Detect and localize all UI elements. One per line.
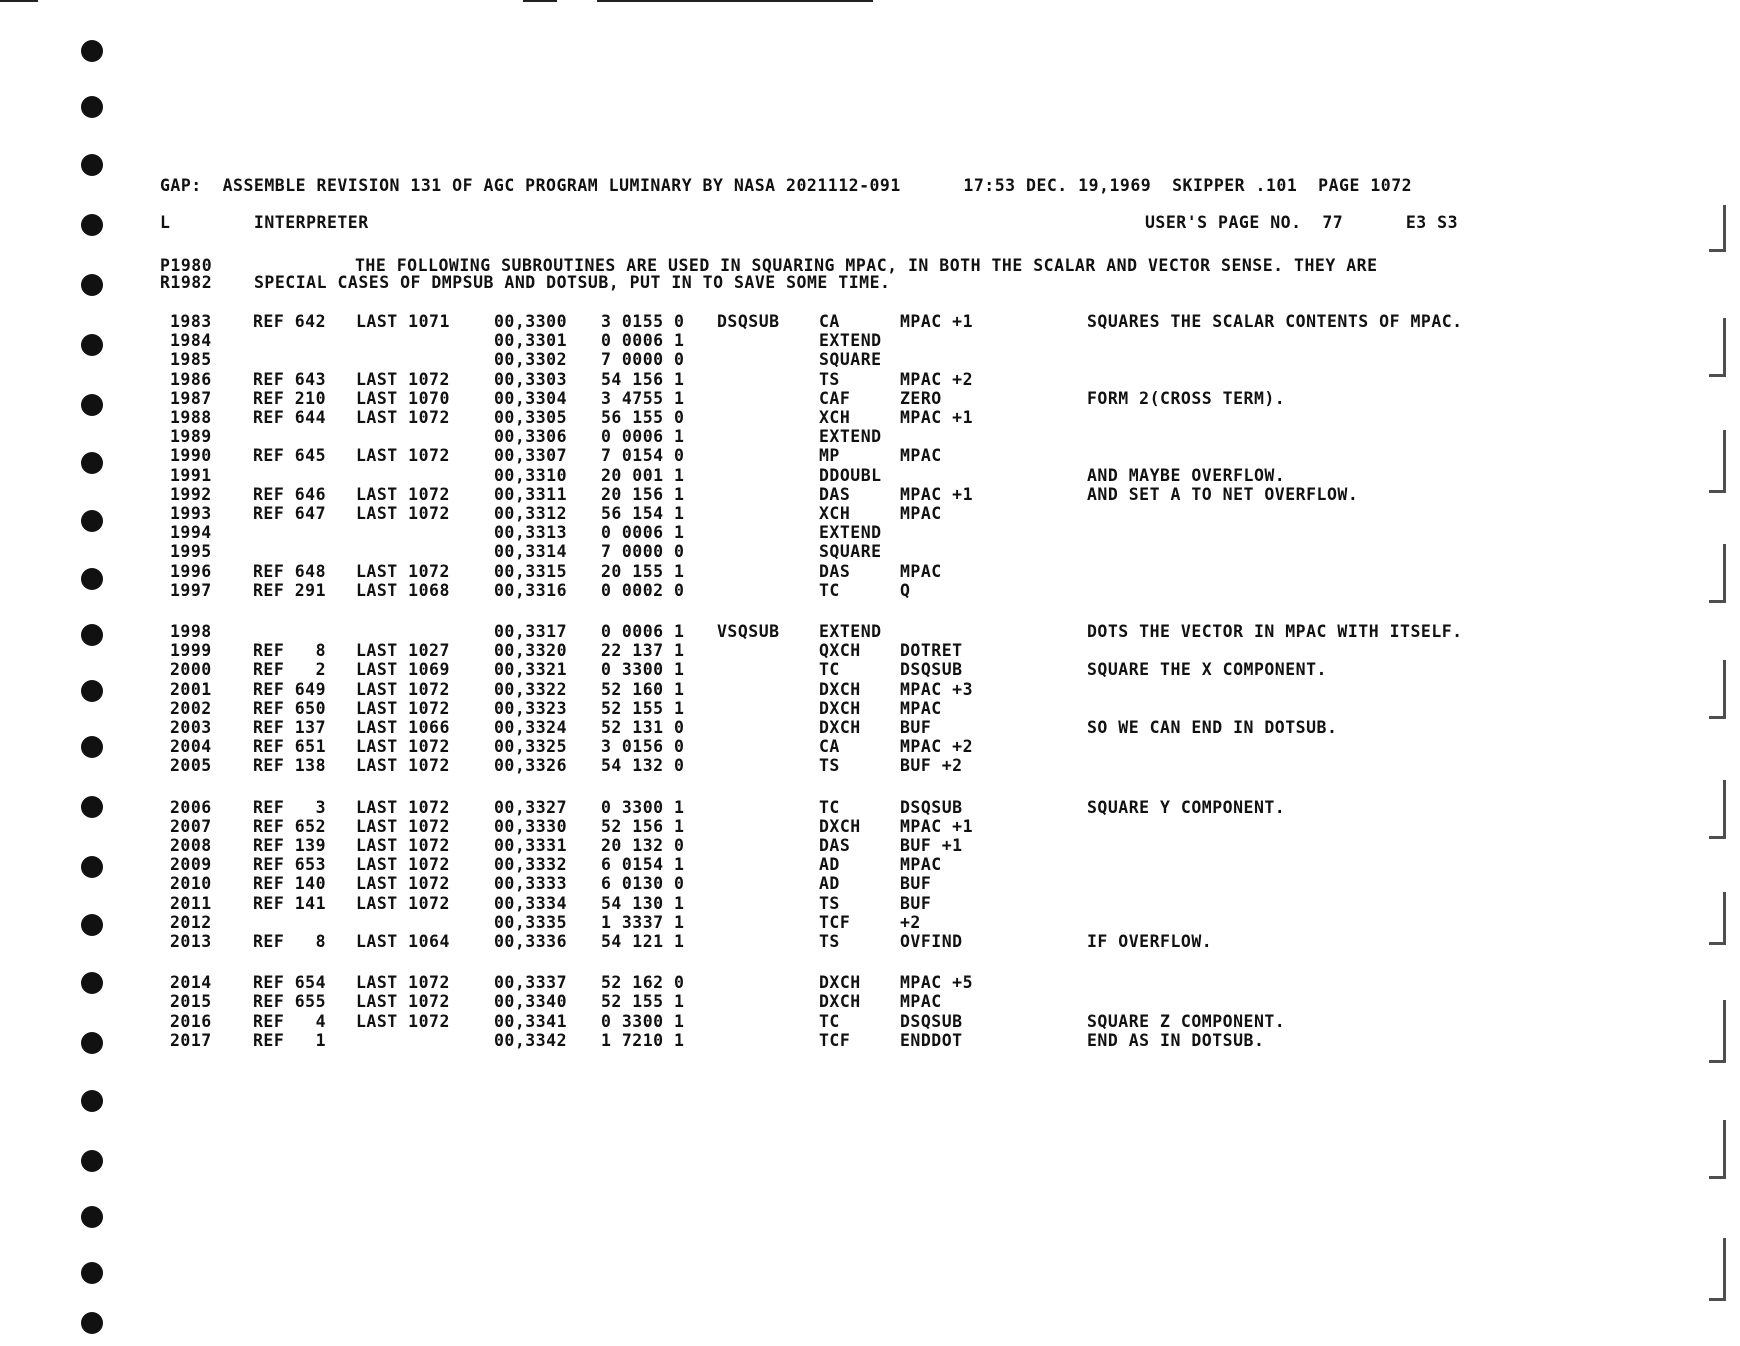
ref-count: REF 3	[253, 797, 327, 817]
address: 00,3303	[494, 369, 568, 389]
listing-row	[0, 837, 1740, 855]
last-ref: LAST 1072	[356, 561, 450, 581]
listing-row	[0, 661, 1740, 679]
listing-row	[0, 390, 1740, 408]
address: 00,3337	[494, 973, 568, 993]
operand: BUF	[900, 874, 932, 894]
octal-word: 20 156 1	[601, 484, 685, 504]
ref-count: REF 648	[253, 561, 327, 581]
opcode: TC	[819, 660, 840, 680]
listing-row	[0, 895, 1740, 913]
line-number: 1983	[170, 312, 212, 331]
comment: AND MAYBE OVERFLOW.	[1087, 465, 1286, 485]
line-number: 1991	[170, 465, 212, 485]
address: 00,3325	[494, 737, 568, 757]
listing-row	[0, 447, 1740, 465]
line-number: 2009	[170, 855, 212, 875]
last-ref: LAST 1072	[356, 855, 450, 875]
feed-hole	[81, 214, 103, 236]
margin-bracket	[1709, 1120, 1726, 1179]
opcode: AD	[819, 874, 840, 894]
line-number: 2004	[170, 737, 212, 757]
octal-word: 6 0154 1	[601, 855, 685, 875]
ref-count: REF 655	[253, 992, 327, 1012]
ref-count: REF 645	[253, 446, 327, 466]
operand: BUF	[900, 893, 932, 913]
preamble-line-number: R1982	[160, 273, 213, 292]
operand: DSQSUB	[900, 660, 963, 680]
opcode: DXCH	[819, 816, 861, 836]
line-number: 1996	[170, 561, 212, 581]
octal-word: 7 0000 0	[601, 542, 685, 562]
opcode: TCF	[819, 912, 851, 932]
opcode: CA	[819, 737, 840, 757]
octal-word: 52 160 1	[601, 679, 685, 699]
listing-row	[0, 799, 1740, 817]
opcode: EXTEND	[819, 523, 882, 543]
operand: BUF +2	[900, 756, 963, 776]
last-ref: LAST 1072	[356, 679, 450, 699]
last-ref: LAST 1066	[356, 718, 450, 737]
address: 00,3331	[494, 836, 568, 855]
ref-count: REF 137	[253, 718, 327, 737]
listing-row	[0, 700, 1740, 718]
top-rule-3	[597, 0, 873, 2]
operand: MPAC +1	[900, 484, 974, 504]
address: 00,3342	[494, 1030, 568, 1050]
line-number: 2007	[170, 816, 212, 836]
line-number: 2014	[170, 973, 212, 993]
octal-word: 0 3300 1	[601, 797, 685, 817]
address: 00,3327	[494, 797, 568, 817]
octal-word: 56 155 0	[601, 408, 685, 427]
ref-count: REF 649	[253, 679, 327, 699]
line-number: 1990	[170, 446, 212, 466]
margin-bracket	[1709, 205, 1726, 252]
listing-row	[0, 738, 1740, 756]
last-ref: LAST 1072	[356, 1011, 450, 1031]
last-ref: LAST 1072	[356, 816, 450, 836]
line-number: 2013	[170, 932, 212, 951]
opcode: DAS	[819, 561, 851, 581]
line-number: 2006	[170, 797, 212, 817]
address: 00,3313	[494, 523, 568, 543]
feed-hole	[81, 1206, 103, 1228]
operand: MPAC	[900, 561, 942, 581]
ref-count: REF 2	[253, 660, 327, 680]
octal-word: 1 3337 1	[601, 912, 685, 932]
feed-hole	[81, 274, 103, 296]
octal-word: 54 132 0	[601, 756, 685, 776]
address: 00,3302	[494, 350, 568, 370]
preamble-line-number: P1980	[160, 256, 213, 275]
operand: DSQSUB	[900, 797, 963, 817]
octal-word: 3 0156 0	[601, 737, 685, 757]
operand: MPAC	[900, 992, 942, 1012]
operand: MPAC +1	[900, 816, 974, 836]
operand: ENDDOT	[900, 1030, 963, 1050]
address: 00,3306	[494, 427, 568, 447]
preamble-line-text: SPECIAL CASES OF DMPSUB AND DOTSUB, PUT IN TO SAVE SOME TIME.	[254, 273, 891, 292]
comment: IF OVERFLOW.	[1087, 932, 1213, 951]
operand: BUF	[900, 718, 932, 737]
octal-word: 0 0006 1	[601, 331, 685, 351]
line-number: 1997	[170, 580, 212, 600]
feed-hole	[81, 40, 103, 62]
address: 00,3341	[494, 1011, 568, 1031]
line-number: 2015	[170, 992, 212, 1012]
listing-row	[0, 818, 1740, 836]
listing-row	[0, 332, 1740, 350]
address: 00,3321	[494, 660, 568, 680]
operand: MPAC +1	[900, 408, 974, 427]
address: 00,3311	[494, 484, 568, 504]
last-ref: LAST 1064	[356, 932, 450, 951]
ref-count: REF 651	[253, 737, 327, 757]
opcode: XCH	[819, 408, 851, 427]
page-header-line: GAP: ASSEMBLE REVISION 131 OF AGC PROGRAM LUMINARY BY NASA 2021112-091 17:53 DEC. 19,1969 SKIPPER .101 PAGE 1072	[160, 176, 1413, 195]
opcode: TS	[819, 893, 840, 913]
operand: MPAC +2	[900, 737, 974, 757]
operand: MPAC +3	[900, 679, 974, 699]
ref-count: REF 4	[253, 1011, 327, 1031]
last-ref: LAST 1072	[356, 797, 450, 817]
line-number: 2000	[170, 660, 212, 680]
operand: MPAC +5	[900, 973, 974, 993]
comment: DOTS THE VECTOR IN MPAC WITH ITSELF.	[1087, 622, 1463, 641]
opcode: DAS	[819, 836, 851, 855]
address: 00,3301	[494, 331, 568, 351]
operand: ZERO	[900, 388, 942, 408]
operand: OVFIND	[900, 932, 963, 951]
octal-word: 3 0155 0	[601, 312, 685, 331]
octal-word: 0 3300 1	[601, 660, 685, 680]
line-number: 2012	[170, 912, 212, 932]
last-ref: LAST 1072	[356, 836, 450, 855]
line-number: 2001	[170, 679, 212, 699]
operand: MPAC +1	[900, 312, 974, 331]
comment: SQUARES THE SCALAR CONTENTS OF MPAC.	[1087, 312, 1463, 331]
address: 00,3333	[494, 874, 568, 894]
listing-row	[0, 467, 1740, 485]
last-ref: LAST 1071	[356, 312, 450, 331]
listing-row	[0, 914, 1740, 932]
line-number: 2010	[170, 874, 212, 894]
operand: DSQSUB	[900, 1011, 963, 1031]
listing-row	[0, 524, 1740, 542]
octal-word: 54 156 1	[601, 369, 685, 389]
listing-row	[0, 993, 1740, 1011]
opcode: EXTEND	[819, 622, 882, 641]
listing-row	[0, 409, 1740, 427]
ref-count: REF 642	[253, 312, 327, 331]
last-ref: LAST 1072	[356, 698, 450, 718]
operand: DOTRET	[900, 641, 963, 661]
line-number: 1984	[170, 331, 212, 351]
address: 00,3335	[494, 912, 568, 932]
address: 00,3336	[494, 932, 568, 951]
octal-word: 0 0006 1	[601, 523, 685, 543]
section-header-left: L INTERPRETER	[160, 213, 369, 232]
last-ref: LAST 1068	[356, 580, 450, 600]
opcode: CAF	[819, 388, 851, 408]
last-ref: LAST 1072	[356, 408, 450, 427]
octal-word: 52 131 0	[601, 718, 685, 737]
operand: MPAC	[900, 446, 942, 466]
line-number: 1989	[170, 427, 212, 447]
line-number: 2003	[170, 718, 212, 737]
address: 00,3330	[494, 816, 568, 836]
opcode: TC	[819, 580, 840, 600]
top-rule-2	[523, 0, 557, 2]
octal-word: 3 4755 1	[601, 388, 685, 408]
top-rule-1	[0, 0, 38, 2]
address: 00,3300	[494, 312, 568, 331]
comment: END AS IN DOTSUB.	[1087, 1030, 1265, 1050]
address: 00,3323	[494, 698, 568, 718]
listing-row	[0, 563, 1740, 581]
comment: SQUARE Y COMPONENT.	[1087, 797, 1286, 817]
address: 00,3320	[494, 641, 568, 661]
line-number: 1988	[170, 408, 212, 427]
address: 00,3332	[494, 855, 568, 875]
last-ref: LAST 1070	[356, 388, 450, 408]
octal-word: 7 0154 0	[601, 446, 685, 466]
listing-row	[0, 719, 1740, 737]
listing-row	[0, 543, 1740, 561]
ref-count: REF 139	[253, 836, 327, 855]
opcode: DXCH	[819, 698, 861, 718]
line-number: 1985	[170, 350, 212, 370]
ref-count: REF 138	[253, 756, 327, 776]
address: 00,3324	[494, 718, 568, 737]
opcode: SQUARE	[819, 350, 882, 370]
opcode: TS	[819, 932, 840, 951]
opcode: EXTEND	[819, 427, 882, 447]
listing-row	[0, 1032, 1740, 1050]
address: 00,3314	[494, 542, 568, 562]
octal-word: 20 001 1	[601, 465, 685, 485]
opcode: CA	[819, 312, 840, 331]
ref-count: REF 650	[253, 698, 327, 718]
comment: AND SET A TO NET OVERFLOW.	[1087, 484, 1359, 504]
opcode: QXCH	[819, 641, 861, 661]
feed-hole	[81, 1150, 103, 1172]
line-number: 2011	[170, 893, 212, 913]
operand: MPAC	[900, 698, 942, 718]
ref-count: REF 643	[253, 369, 327, 389]
address: 00,3326	[494, 756, 568, 776]
feed-hole	[81, 96, 103, 118]
listing-row	[0, 1013, 1740, 1031]
line-number: 1993	[170, 504, 212, 523]
line-number: 1987	[170, 388, 212, 408]
operand: MPAC	[900, 855, 942, 875]
line-number: 1994	[170, 523, 212, 543]
comment: SQUARE Z COMPONENT.	[1087, 1011, 1286, 1031]
last-ref: LAST 1072	[356, 893, 450, 913]
last-ref: LAST 1027	[356, 641, 450, 661]
last-ref: LAST 1072	[356, 484, 450, 504]
ref-count: REF 652	[253, 816, 327, 836]
octal-word: 0 0006 1	[601, 622, 685, 641]
octal-word: 7 0000 0	[601, 350, 685, 370]
octal-word: 0 3300 1	[601, 1011, 685, 1031]
opcode: MP	[819, 446, 840, 466]
opcode: DAS	[819, 484, 851, 504]
last-ref: LAST 1072	[356, 992, 450, 1012]
ref-count: REF 291	[253, 580, 327, 600]
octal-word: 20 155 1	[601, 561, 685, 581]
line-number: 2008	[170, 836, 212, 855]
listing-row	[0, 933, 1740, 951]
operand: +2	[900, 912, 921, 932]
ref-count: REF 141	[253, 893, 327, 913]
octal-word: 0 0002 0	[601, 580, 685, 600]
preamble-line-text: THE FOLLOWING SUBROUTINES ARE USED IN SQUARING MPAC, IN BOTH THE SCALAR AND VECTOR SENSE. THEY ARE	[355, 256, 1378, 275]
octal-word: 52 155 1	[601, 698, 685, 718]
address: 00,3307	[494, 446, 568, 466]
ref-count: REF 8	[253, 932, 327, 951]
address: 00,3305	[494, 408, 568, 427]
listing-row	[0, 505, 1740, 523]
comment: SQUARE THE X COMPONENT.	[1087, 660, 1327, 680]
line-number: 1999	[170, 641, 212, 661]
line-number: 1986	[170, 369, 212, 389]
feed-hole	[81, 1090, 103, 1112]
operand: BUF +1	[900, 836, 963, 855]
line-number: 1992	[170, 484, 212, 504]
last-ref: LAST 1072	[356, 737, 450, 757]
ref-count: REF 647	[253, 504, 327, 523]
line-number: 1998	[170, 622, 212, 641]
label: DSQSUB	[717, 312, 780, 331]
section-header-right: USER'S PAGE NO. 77 E3 S3	[1145, 213, 1459, 232]
address: 00,3315	[494, 561, 568, 581]
address: 00,3340	[494, 992, 568, 1012]
listing-row	[0, 486, 1740, 504]
opcode: TCF	[819, 1030, 851, 1050]
listing-row	[0, 875, 1740, 893]
last-ref: LAST 1072	[356, 369, 450, 389]
address: 00,3312	[494, 504, 568, 523]
octal-word: 22 137 1	[601, 641, 685, 661]
octal-word: 54 130 1	[601, 893, 685, 913]
opcode: XCH	[819, 504, 851, 523]
octal-word: 54 121 1	[601, 932, 685, 951]
octal-word: 52 162 0	[601, 973, 685, 993]
line-number: 2002	[170, 698, 212, 718]
address: 00,3317	[494, 622, 568, 641]
last-ref: LAST 1072	[356, 973, 450, 993]
feed-hole	[81, 154, 103, 176]
last-ref: LAST 1072	[356, 874, 450, 894]
opcode: DXCH	[819, 992, 861, 1012]
ref-count: REF 644	[253, 408, 327, 427]
octal-word: 20 132 0	[601, 836, 685, 855]
listing-row	[0, 681, 1740, 699]
comment: SO WE CAN END IN DOTSUB.	[1087, 718, 1338, 737]
opcode: DXCH	[819, 718, 861, 737]
listing-row	[0, 428, 1740, 446]
line-number: 2005	[170, 756, 212, 776]
opcode: EXTEND	[819, 331, 882, 351]
operand: MPAC	[900, 504, 942, 523]
address: 00,3322	[494, 679, 568, 699]
opcode: TC	[819, 797, 840, 817]
last-ref: LAST 1072	[356, 504, 450, 523]
opcode: TC	[819, 1011, 840, 1031]
margin-bracket	[1709, 1238, 1726, 1301]
address: 00,3304	[494, 388, 568, 408]
listing-row	[0, 351, 1740, 369]
ref-count: REF 1	[253, 1030, 327, 1050]
opcode: TS	[819, 756, 840, 776]
ref-count: REF 8	[253, 641, 327, 661]
opcode: DXCH	[819, 679, 861, 699]
last-ref: LAST 1069	[356, 660, 450, 680]
opcode: SQUARE	[819, 542, 882, 562]
last-ref: LAST 1072	[356, 446, 450, 466]
octal-word: 52 155 1	[601, 992, 685, 1012]
ref-count: REF 646	[253, 484, 327, 504]
opcode: TS	[819, 369, 840, 389]
address: 00,3310	[494, 465, 568, 485]
feed-hole	[81, 1262, 103, 1284]
octal-word: 6 0130 0	[601, 874, 685, 894]
ref-count: REF 140	[253, 874, 327, 894]
listing-row	[0, 582, 1740, 600]
opcode: DDOUBL	[819, 465, 882, 485]
octal-word: 56 154 1	[601, 504, 685, 523]
octal-word: 1 7210 1	[601, 1030, 685, 1050]
line-number: 2017	[170, 1030, 212, 1050]
address: 00,3316	[494, 580, 568, 600]
operand: Q	[900, 580, 911, 600]
comment: FORM 2(CROSS TERM).	[1087, 388, 1286, 408]
label: VSQSUB	[717, 622, 780, 641]
feed-hole	[81, 1312, 103, 1334]
operand: MPAC +2	[900, 369, 974, 389]
line-number: 1995	[170, 542, 212, 562]
opcode: AD	[819, 855, 840, 875]
listing-row	[0, 642, 1740, 660]
ref-count: REF 210	[253, 388, 327, 408]
octal-word: 52 156 1	[601, 816, 685, 836]
octal-word: 0 0006 1	[601, 427, 685, 447]
listing-row	[0, 757, 1740, 775]
listing-row	[0, 856, 1740, 874]
listing-row	[0, 313, 1740, 331]
ref-count: REF 654	[253, 973, 327, 993]
ref-count: REF 653	[253, 855, 327, 875]
opcode: DXCH	[819, 973, 861, 993]
line-number: 2016	[170, 1011, 212, 1031]
listing-row	[0, 974, 1740, 992]
last-ref: LAST 1072	[356, 756, 450, 776]
address: 00,3334	[494, 893, 568, 913]
listing-row	[0, 371, 1740, 389]
listing-row	[0, 623, 1740, 641]
